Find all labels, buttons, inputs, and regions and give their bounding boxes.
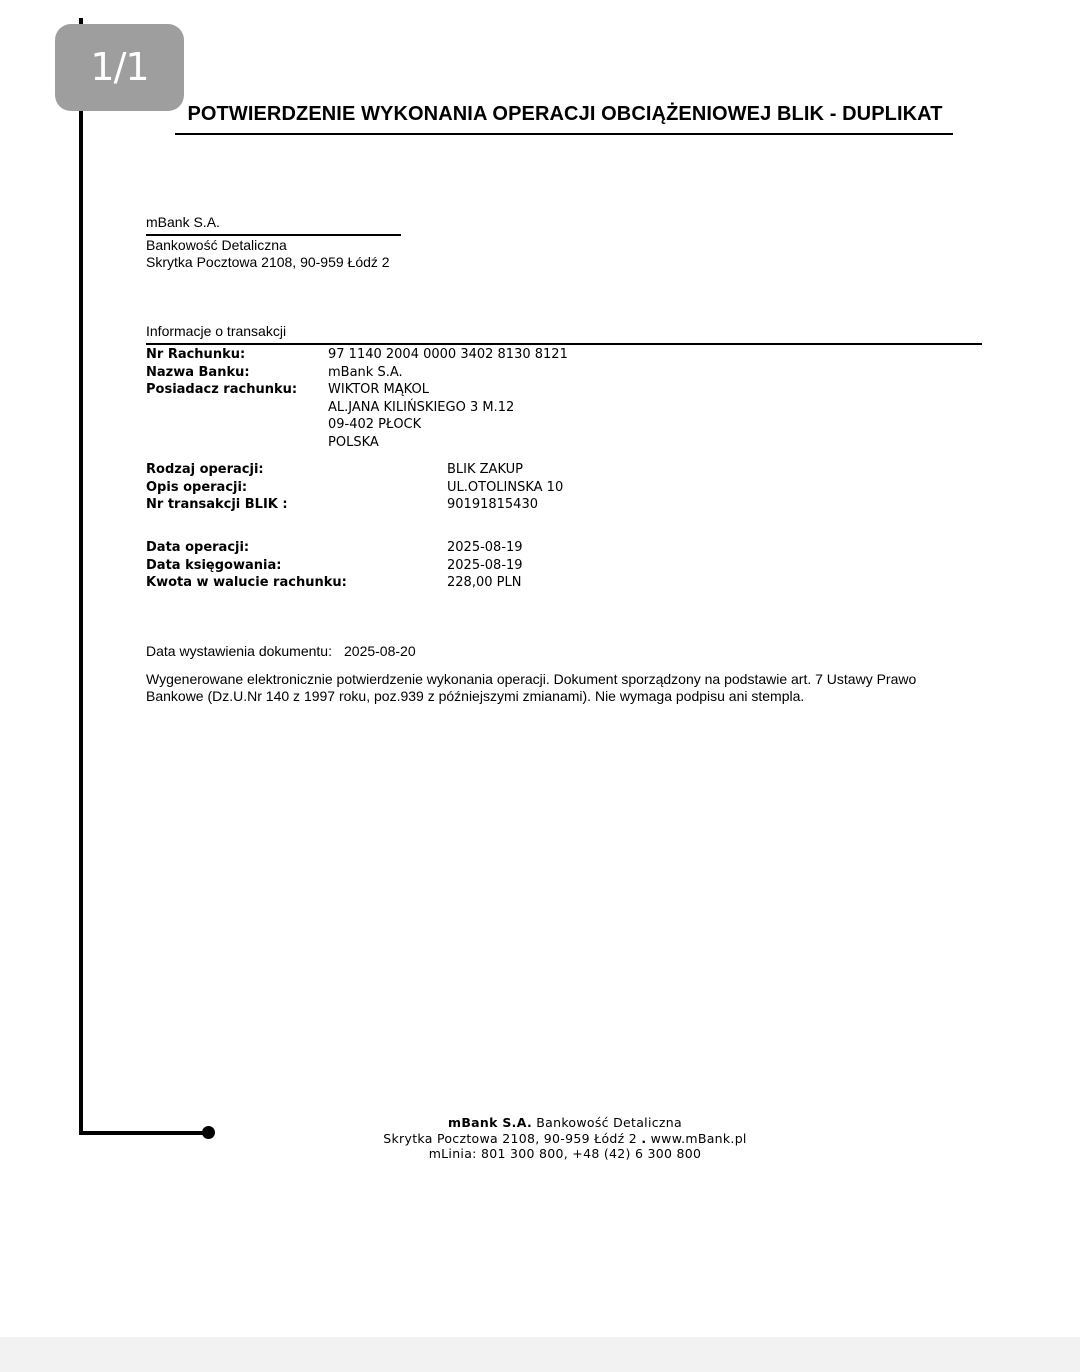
frame-horizontal-line [79, 1131, 207, 1135]
legal-disclaimer: Wygenerowane elektronicznie potwierdzenie wykonania operacji. Dokument sporządzony na podstawie art. 7 Ustawy Prawo Bankowe (Dz.U.Nr 140 z 1997 roku, poz.939 z późniejszymi zmianami). Nie wymaga podpisu ani stempla. [146, 671, 917, 704]
document-footer [250, 1115, 880, 1162]
operation-description-value: UL.OTOLINSKA 10 [447, 479, 564, 495]
holder-street: AL.JANA KILIŃSKIEGO 3 M.12 [328, 399, 515, 415]
issue-date-label: Data wystawienia dokumentu: [146, 643, 332, 659]
booking-date-value: 2025-08-19 [447, 557, 523, 573]
holder-city: 09-402 PŁOCK [328, 417, 422, 432]
operation-description-label: Opis operacji: [146, 479, 248, 495]
operation-type-value: BLIK ZAKUP [447, 462, 523, 477]
holder-name: WIKTOR MĄKOL [328, 382, 429, 397]
issue-date [146, 643, 416, 659]
footer-bank-name: mBank S.A. [448, 1115, 532, 1130]
date-amount-details [146, 539, 523, 592]
holder-country: POLSKA [328, 434, 379, 450]
frame-end-dot [202, 1126, 215, 1139]
page-indicator: 1/1 [55, 24, 184, 111]
blik-transaction-number-value: 90191815430 [447, 497, 538, 512]
footer-line-1 [250, 1115, 880, 1131]
footer-line-2 [250, 1131, 880, 1147]
operation-details [146, 461, 563, 514]
footer-division: Bankowość Detaliczna [536, 1115, 682, 1130]
footer-separator: . [641, 1130, 647, 1146]
footer-hotline: mLinia: 801 300 800, +48 (42) 6 300 800 [428, 1146, 702, 1161]
bank-division: Bankowość Detaliczna [146, 237, 287, 253]
viewer-bottom-bar [0, 1337, 1080, 1372]
footer-website: www.mBank.pl [650, 1130, 747, 1146]
frame-vertical-line [79, 18, 83, 1135]
account-holder-value [328, 381, 846, 451]
account-details [146, 346, 846, 451]
bank-postal-address: Skrytka Pocztowa 2108, 90-959 Łódź 2 [146, 254, 390, 270]
transaction-section-rule [146, 343, 982, 345]
operation-type-label: Rodzaj operacji: [146, 462, 264, 477]
account-holder-label: Posiadacz rachunku: [146, 382, 298, 397]
bank-address-block [146, 237, 390, 271]
account-number-value: 97 1140 2004 0000 3402 8130 8121 [328, 347, 568, 362]
bank-name: mBank S.A. [146, 214, 220, 230]
account-number-label: Nr Rachunku: [146, 347, 246, 362]
transaction-section-title: Informacje o transakcji [146, 323, 287, 339]
amount-value: 228,00 PLN [447, 575, 522, 590]
footer-address: Skrytka Pocztowa 2108, 90-959 Łódź 2 [383, 1130, 638, 1146]
blik-transaction-number-label: Nr transakcji BLIK : [146, 497, 288, 512]
document-title: POTWIERDZENIE WYKONANIA OPERACJI OBCIĄŻENIOWEJ BLIK - DUPLIKAT [187, 103, 943, 125]
booking-date-label: Data księgowania: [146, 557, 282, 573]
amount-label: Kwota w walucie rachunku: [146, 575, 347, 590]
bank-name-underline [146, 234, 401, 236]
title-underline [175, 133, 953, 135]
bank-name-value: mBank S.A. [328, 364, 403, 380]
operation-date-value: 2025-08-19 [447, 540, 523, 555]
bank-name-label: Nazwa Banku: [146, 364, 250, 380]
issue-date-value: 2025-08-20 [344, 643, 416, 659]
operation-date-label: Data operacji: [146, 540, 250, 555]
